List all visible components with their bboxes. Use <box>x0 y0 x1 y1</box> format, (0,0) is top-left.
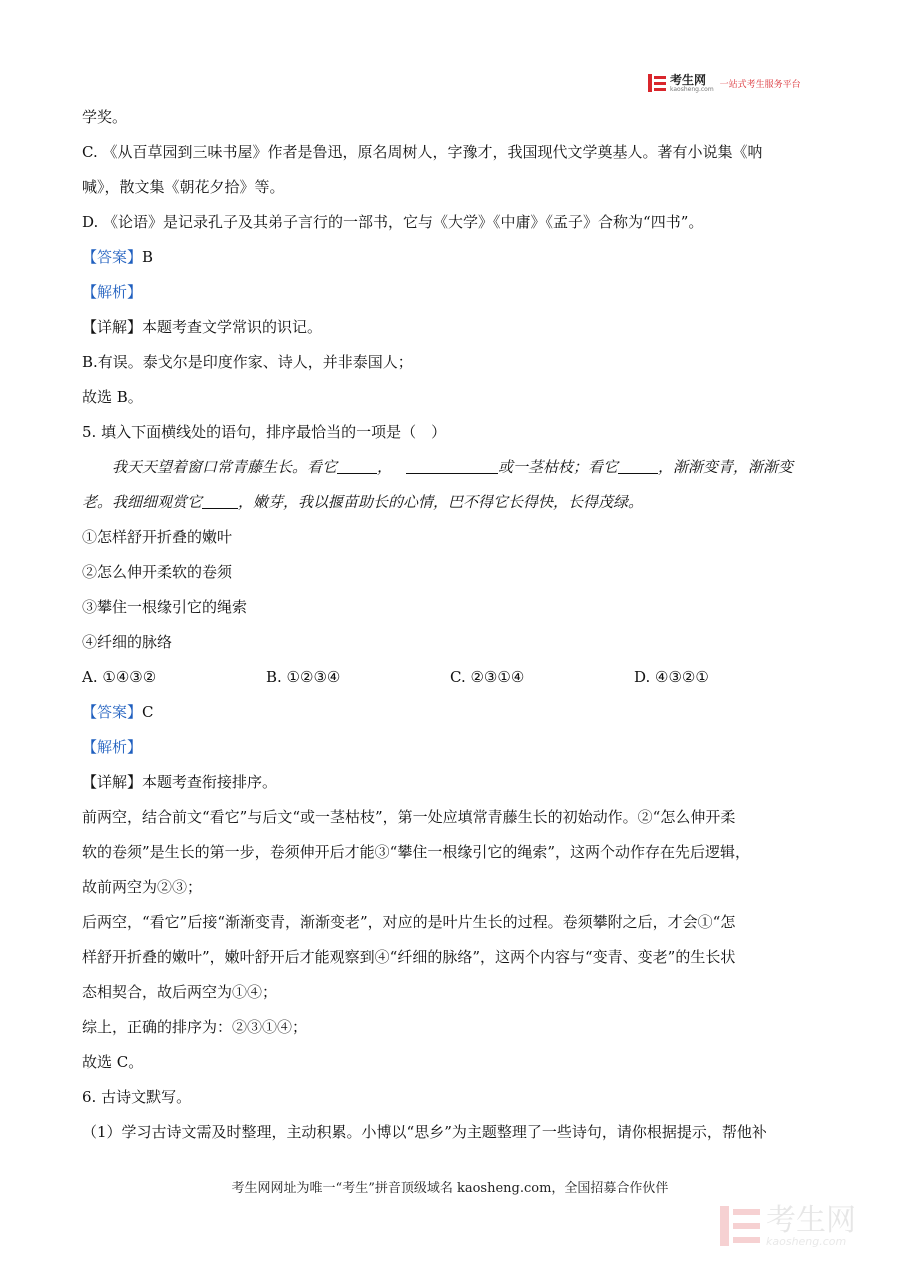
page-footer: 考生网网址为唯一“考生”拼音顶级域名 kaosheng.com，全国招募合作伙伴 <box>231 1181 669 1196</box>
text-line: 态相契合，故后两空为①④； <box>82 983 278 1001</box>
text-line: 【详解】本题考查文学常识的识记。 <box>82 318 323 336</box>
blank-4 <box>202 494 238 509</box>
text-line: 故选 B。 <box>82 388 143 406</box>
analysis-tag: 【解析】 <box>82 283 143 301</box>
option-line: ②怎么伸开柔软的卷须 <box>82 563 233 581</box>
passage-text: 我天天望着窗口常青藤生长。看它 <box>112 458 338 476</box>
option-line: ①怎样舒开折叠的嫩叶 <box>82 528 233 546</box>
text-line: 故选 C。 <box>82 1053 144 1071</box>
passage-line <box>82 450 822 485</box>
text-line: 后两空，“看它”后接“渐渐变青，渐渐变老”，对应的是叶片生长的过程。卷须攀附之后，才会①“怎 <box>82 913 736 931</box>
document-body <box>82 100 822 1150</box>
logo-domain: kaosheng.com <box>670 85 714 93</box>
kaosheng-logo-icon <box>648 74 666 92</box>
answer-tag: 【答案】 <box>82 703 143 721</box>
answer-tag: 【答案】 <box>82 248 143 266</box>
question-6-title: 6. 古诗文默写。 <box>82 1088 192 1106</box>
option-line: ④纤细的脉络 <box>82 633 173 651</box>
passage-text: 或一茎枯枝；看它 <box>498 458 619 476</box>
logo-slogan: 一站式考生服务平台 <box>719 79 801 90</box>
blank-3 <box>618 459 658 474</box>
passage-line <box>82 485 822 520</box>
answer-line <box>82 240 822 275</box>
blank-1 <box>337 459 377 474</box>
answer-line <box>82 695 822 730</box>
choice-a: A. ①④③② <box>82 668 157 686</box>
header-logo <box>648 72 828 94</box>
choice-d: D. ④③②① <box>634 668 709 686</box>
watermark <box>720 1200 890 1252</box>
logo-brand: 考生网 <box>670 72 707 87</box>
choices-row <box>82 660 822 695</box>
watermark-domain: kaosheng.com <box>766 1234 847 1248</box>
text-line: 样舒开折叠的嫩叶”，嫩叶舒开后才能观察到④“纤细的脉络”，这两个内容与“变青、变老”的生长状 <box>82 948 736 966</box>
passage-text: 老。我细细观赏它 <box>82 493 203 511</box>
choice-c: C. ②③①④ <box>450 668 525 686</box>
text-line: 学奖。 <box>82 108 128 126</box>
analysis-tag: 【解析】 <box>82 738 143 756</box>
passage-text: ， <box>377 458 393 476</box>
text-line: B.有误。泰戈尔是印度作家、诗人，并非泰国人； <box>82 353 413 371</box>
text-line: C. 《从百草园到三味书屋》作者是鲁迅，原名周树人，字豫才，我国现代文学奠基人。著有小说集《呐 <box>82 143 763 161</box>
analysis-line <box>82 730 822 765</box>
question-6-part-1: （1）学习古诗文需及时整理，主动积累。小博以“思乡”为主题整理了一些诗句，请你根据提示，帮他补 <box>82 1123 767 1141</box>
text-line: 故前两空为②③； <box>82 878 203 896</box>
passage-text: ，渐渐变青，渐渐变 <box>658 458 794 476</box>
answer-value: C <box>142 703 154 721</box>
text-line: 前两空，结合前文“看它”与后文“或一茎枯枝”，第一处应填常青藤生长的初始动作。②“怎么伸开柔 <box>82 808 736 826</box>
answer-value: B <box>142 248 154 266</box>
watermark-brand: 考生网 <box>766 1202 856 1238</box>
text-line: 【详解】本题考查衔接排序。 <box>82 773 278 791</box>
blank-2 <box>406 459 498 474</box>
analysis-line <box>82 275 822 310</box>
question-5-title: 5. 填入下面横线处的语句，排序最恰当的一项是（ ） <box>82 423 447 441</box>
text-line: 综上，正确的排序为：②③①④； <box>82 1018 308 1036</box>
option-line: ③攀住一根缘引它的绳索 <box>82 598 248 616</box>
text-line: D. 《论语》是记录孔子及其弟子言行的一部书，它与《大学》《中庸》《孟子》合称为“四书”。 <box>82 213 704 231</box>
text-line: 喊》，散文集《朝花夕拾》等。 <box>82 178 285 196</box>
kaosheng-watermark-icon <box>720 1206 760 1246</box>
text-line: 软的卷须”是生长的第一步，卷须伸开后才能③“攀住一根缘引它的绳索”，这两个动作存在先后逻辑， <box>82 843 751 861</box>
passage-text: ，嫩芽，我以揠苗助长的心情，巴不得它长得快，长得茂绿。 <box>238 493 644 511</box>
choice-b: B. ①②③④ <box>266 668 341 686</box>
